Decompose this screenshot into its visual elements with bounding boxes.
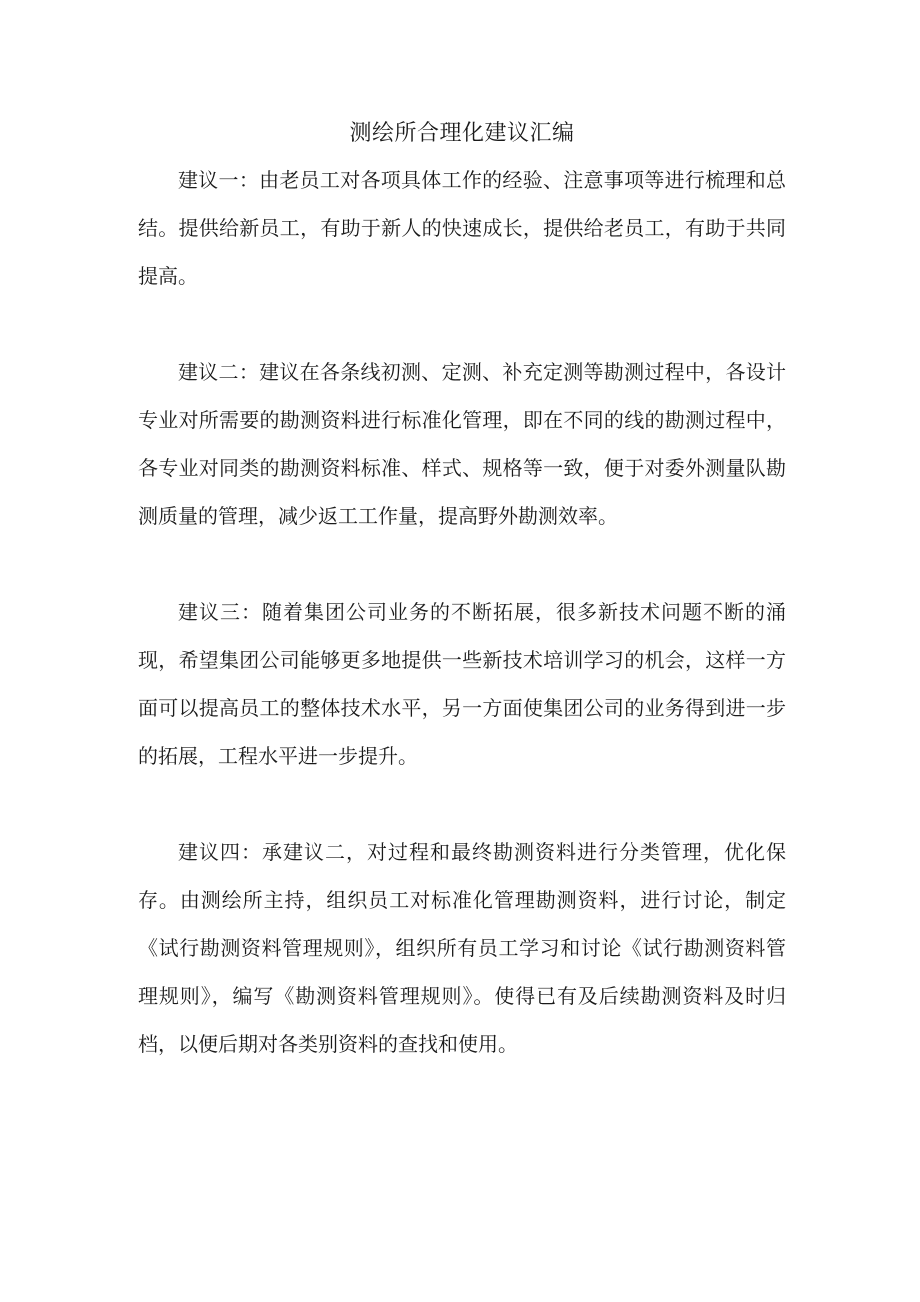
document-title: 测绘所合理化建议汇编: [349, 121, 575, 146]
suggestion-paragraph-4: 建议四：承建议二，对过程和最终勘测资料进行分类管理，优化保存。由测绘所主持，组织员工对标准化管理勘测资料，进行讨论，制定《试行勘测资料管理规则》，组织所有员工学习和讨论《试行勘测资料管理规则》，编写《勘测资料管理规则》。使得已有及后续勘测资料及时归档，以便后期对各类别资料的查找和使用。: [138, 840, 786, 1056]
suggestion-paragraph-2: 建议二：建议在各条线初测、定测、补充定测等勘测过程中，各设计专业对所需要的勘测资料进行标准化管理，即在不同的线的勘测过程中，各专业对同类的勘测资料标准、样式、规格等一致，便于对委外测量队勘测质量的管理，减少返工工作量，提高野外勘测效率。: [138, 360, 786, 528]
suggestion-paragraph-3: 建议三：随着集团公司业务的不断拓展，很多新技术问题不断的涌现，希望集团公司能够更多地提供一些新技术培训学习的机会，这样一方面可以提高员工的整体技术水平，另一方面使集团公司的业务得到进一步的拓展，工程水平进一步提升。: [138, 600, 786, 768]
document-page: [138, 112, 786, 1068]
suggestion-paragraph-1: 建议一：由老员工对各项具体工作的经验、注意事项等进行梳理和总结。提供给新员工，有助于新人的快速成长，提供给老员工，有助于共同提高。: [138, 168, 786, 288]
